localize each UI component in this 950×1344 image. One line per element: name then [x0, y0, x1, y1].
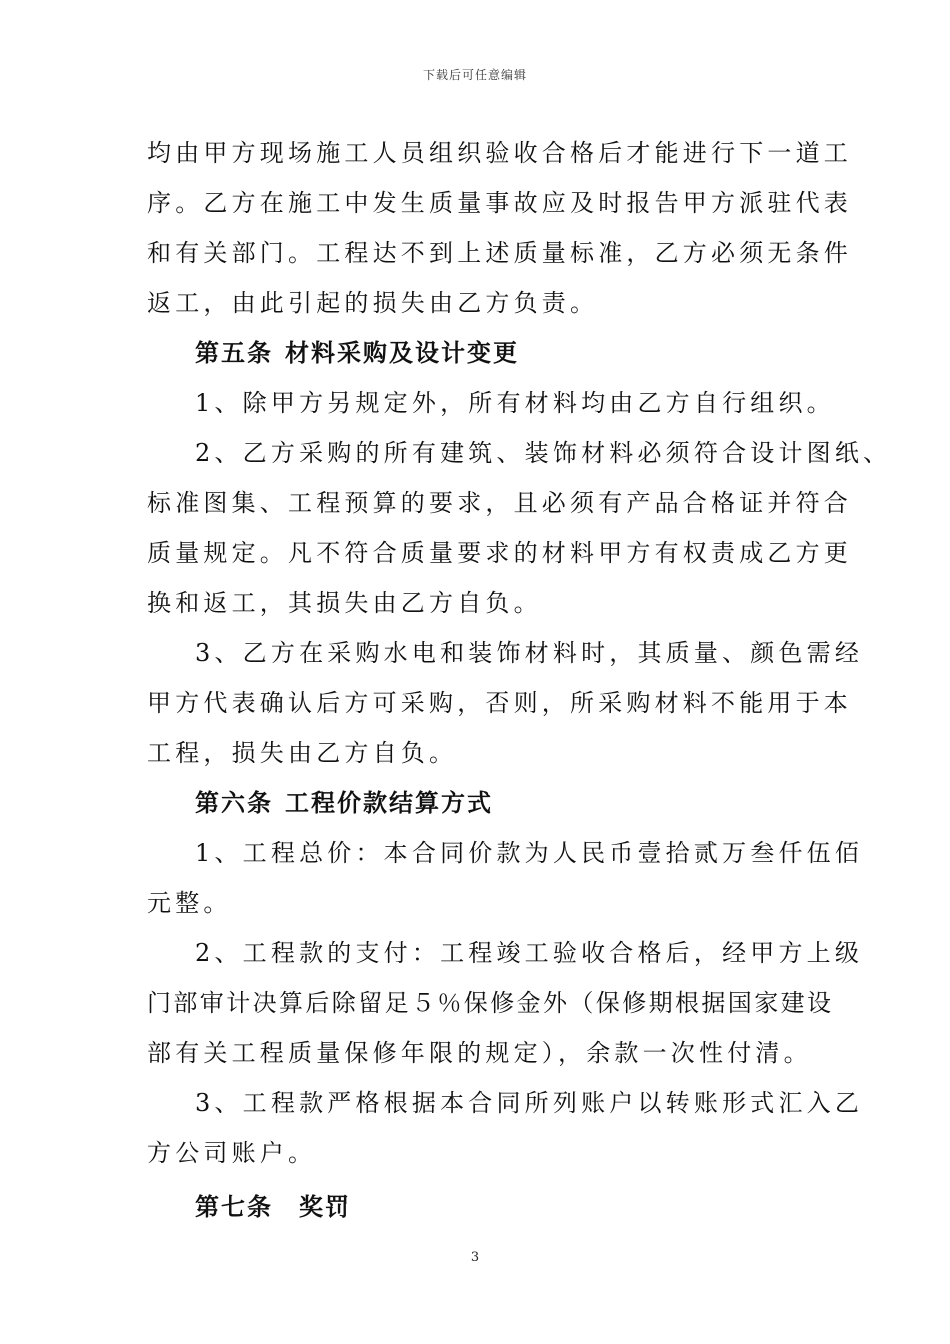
- paragraph-line: 序。乙方在施工中发生质量事故应及时报告甲方派驻代表: [147, 189, 852, 217]
- article-7-title: 奖罚: [299, 1193, 351, 1221]
- paragraph-line: 甲方代表确认后方可采购，否则，所采购材料不能用于本: [147, 689, 852, 717]
- paragraph-line: 1、除甲方另规定外，所有材料均由乙方自行组织。: [195, 389, 835, 417]
- paragraph-line: 3、工程款严格根据本合同所列账户以转账形式汇入乙: [195, 1089, 864, 1117]
- paragraph-line: 1、工程总价：本合同价款为人民币壹拾贰万叁仟伍佰: [195, 839, 864, 867]
- paragraph-line: 方公司账户。: [147, 1139, 317, 1167]
- page-number: 3: [470, 1250, 480, 1265]
- paragraph-line: 部有关工程质量保修年限的规定），余款一次性付清。: [147, 1039, 812, 1067]
- article-5-title: 材料采购及设计变更: [285, 339, 519, 367]
- page-header: 下载后可任意编辑: [422, 68, 527, 82]
- paragraph-line: 工程，损失由乙方自负。: [147, 739, 458, 767]
- article-5-heading: [147, 328, 827, 378]
- document-body: [147, 128, 892, 1232]
- paragraph-line: 3、乙方在采购水电和装饰材料时，其质量、颜色需经: [195, 639, 864, 667]
- article-6-heading: [147, 778, 827, 828]
- paragraph-line: 和有关部门。工程达不到上述质量标准，乙方必须无条件: [147, 239, 852, 267]
- article-6-title: 工程价款结算方式: [285, 789, 493, 817]
- paragraph-line: 2、乙方采购的所有建筑、装饰材料必须符合设计图纸、: [195, 439, 892, 467]
- paragraph-line: 质量规定。凡不符合质量要求的材料甲方有权责成乙方更: [147, 539, 852, 567]
- paragraph-line: 均由甲方现场施工人员组织验收合格后才能进行下一道工: [147, 139, 852, 167]
- article-5-number: 第五条: [195, 339, 273, 367]
- paragraph-line: 2、工程款的支付：工程竣工验收合格后，经甲方上级: [195, 939, 864, 967]
- paragraph-line: 门部审计决算后除留足５％保修金外（保修期根据国家建设: [147, 989, 834, 1017]
- paragraph-line: 元整。: [147, 889, 232, 917]
- article-6-number: 第六条: [195, 789, 273, 817]
- article-7-number: 第七条: [195, 1193, 273, 1221]
- article-7-heading: [147, 1182, 827, 1232]
- paragraph-line: 换和返工，其损失由乙方自负。: [147, 589, 542, 617]
- paragraph-line: 标准图集、工程预算的要求，且必须有产品合格证并符合: [147, 489, 852, 517]
- paragraph-line: 返工，由此引起的损失由乙方负责。: [147, 289, 599, 317]
